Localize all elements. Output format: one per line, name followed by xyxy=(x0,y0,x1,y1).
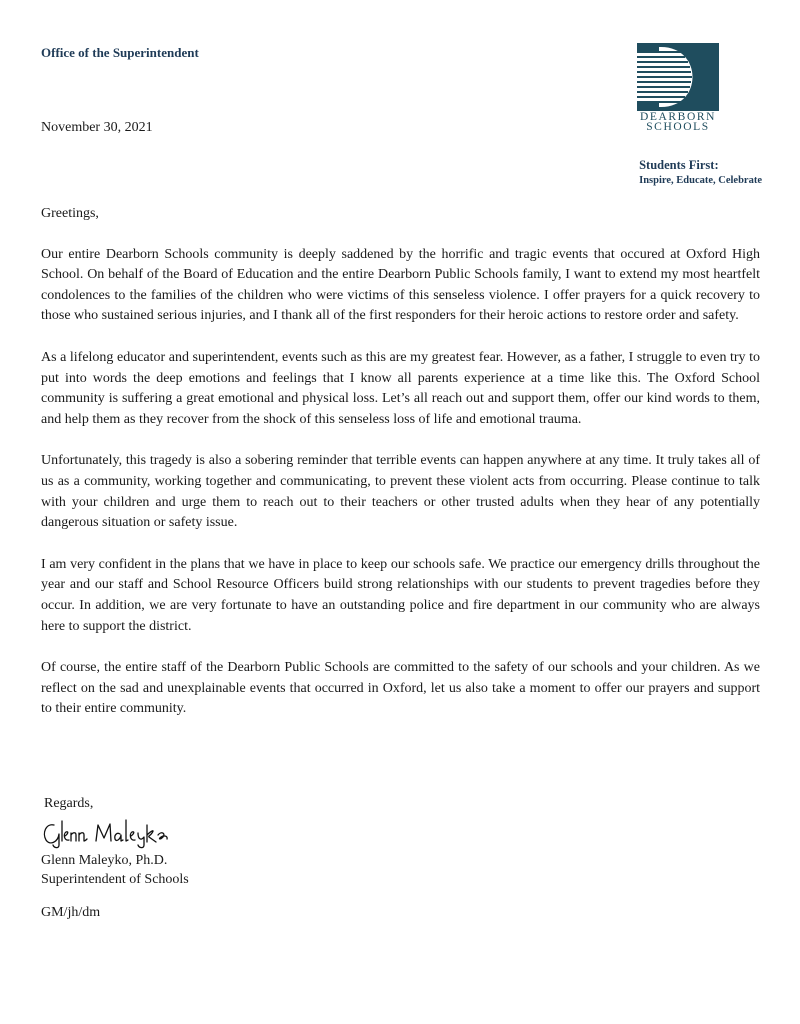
logo-line-2: SCHOOLS xyxy=(646,121,710,133)
letter-body xyxy=(41,204,760,741)
logo-line-1: DEARBORN xyxy=(639,111,717,123)
signer-name: Glenn Maleyko, Ph.D. xyxy=(41,853,168,868)
paragraph-5: Of course, the entire staff of the Dearborn Public Schools are committed to the safety of our schools and your children. As we reflect on the sad and unexplainable events that occurred in Oxford, let us also take a moment to offer our prayers and support to their entire community. xyxy=(41,660,760,717)
dearborn-schools-logo xyxy=(637,43,719,132)
handwritten-signature xyxy=(40,815,170,849)
motto-subtitle: Inspire, Educate, Celebrate xyxy=(639,175,762,186)
greeting: Greetings, xyxy=(41,206,99,221)
signer-block xyxy=(41,852,189,889)
paragraph-1: Our entire Dearborn Schools community is deeply saddened by the horrific and tragic events that occured at Oxford High School. On behalf of the Board of Education and the entire Dearborn Public Schools family, I want to extend my most heartfelt condolences to the families of the children who were victims of this senseless violence. I offer prayers for a quick recovery to those who sustained serious injuries, and I thank all of the first responders for their heroic actions to restore order and safety. xyxy=(41,246,760,324)
logo-mark-icon xyxy=(637,43,719,111)
closing: Regards, xyxy=(44,796,94,811)
paragraph-4: I am very confident in the plans that we have in place to keep our schools safe. We practice our emergency drills throughout the year and our staff and School Resource Officers build strong relationships with our students to prevent tragedies before they occur. In addition, we are very fortunate to have an outstanding police and fire department in our community who are always here to support the district. xyxy=(41,556,760,634)
paragraph-3: Unfortunately, this tragedy is also a sobering reminder that terrible events can happen anywhere at any time. It truly takes all of us as a community, working together and communicating, to prevent these violent acts from occurring. Please continue to talk with your children and urge them to reach out to their teachers or other trusted adults when they hear of any potentially dangerous situation or safety issue. xyxy=(41,453,760,531)
logo-wordmark xyxy=(637,112,719,132)
motto xyxy=(639,158,762,186)
paragraph-2: As a lifelong educator and superintendent, events such as this are my greatest fear. However, as a father, I struggle to even try to put into words the deep emotions and feelings that I know all parents experience at a time like this. The Oxford School community is suffering a great emotional and physical loss. Let’s all reach out and support them, offer our kind words to them, and help them as they recover from the shock of this senseless loss of life and emotional trauma. xyxy=(41,349,760,427)
letter-date: November 30, 2021 xyxy=(41,120,153,135)
reference-initials: GM/jh/dm xyxy=(41,905,101,920)
motto-title: Students First: xyxy=(639,158,719,172)
signer-title: Superintendent of Schools xyxy=(41,871,189,887)
office-heading: Office of the Superintendent xyxy=(41,45,199,60)
